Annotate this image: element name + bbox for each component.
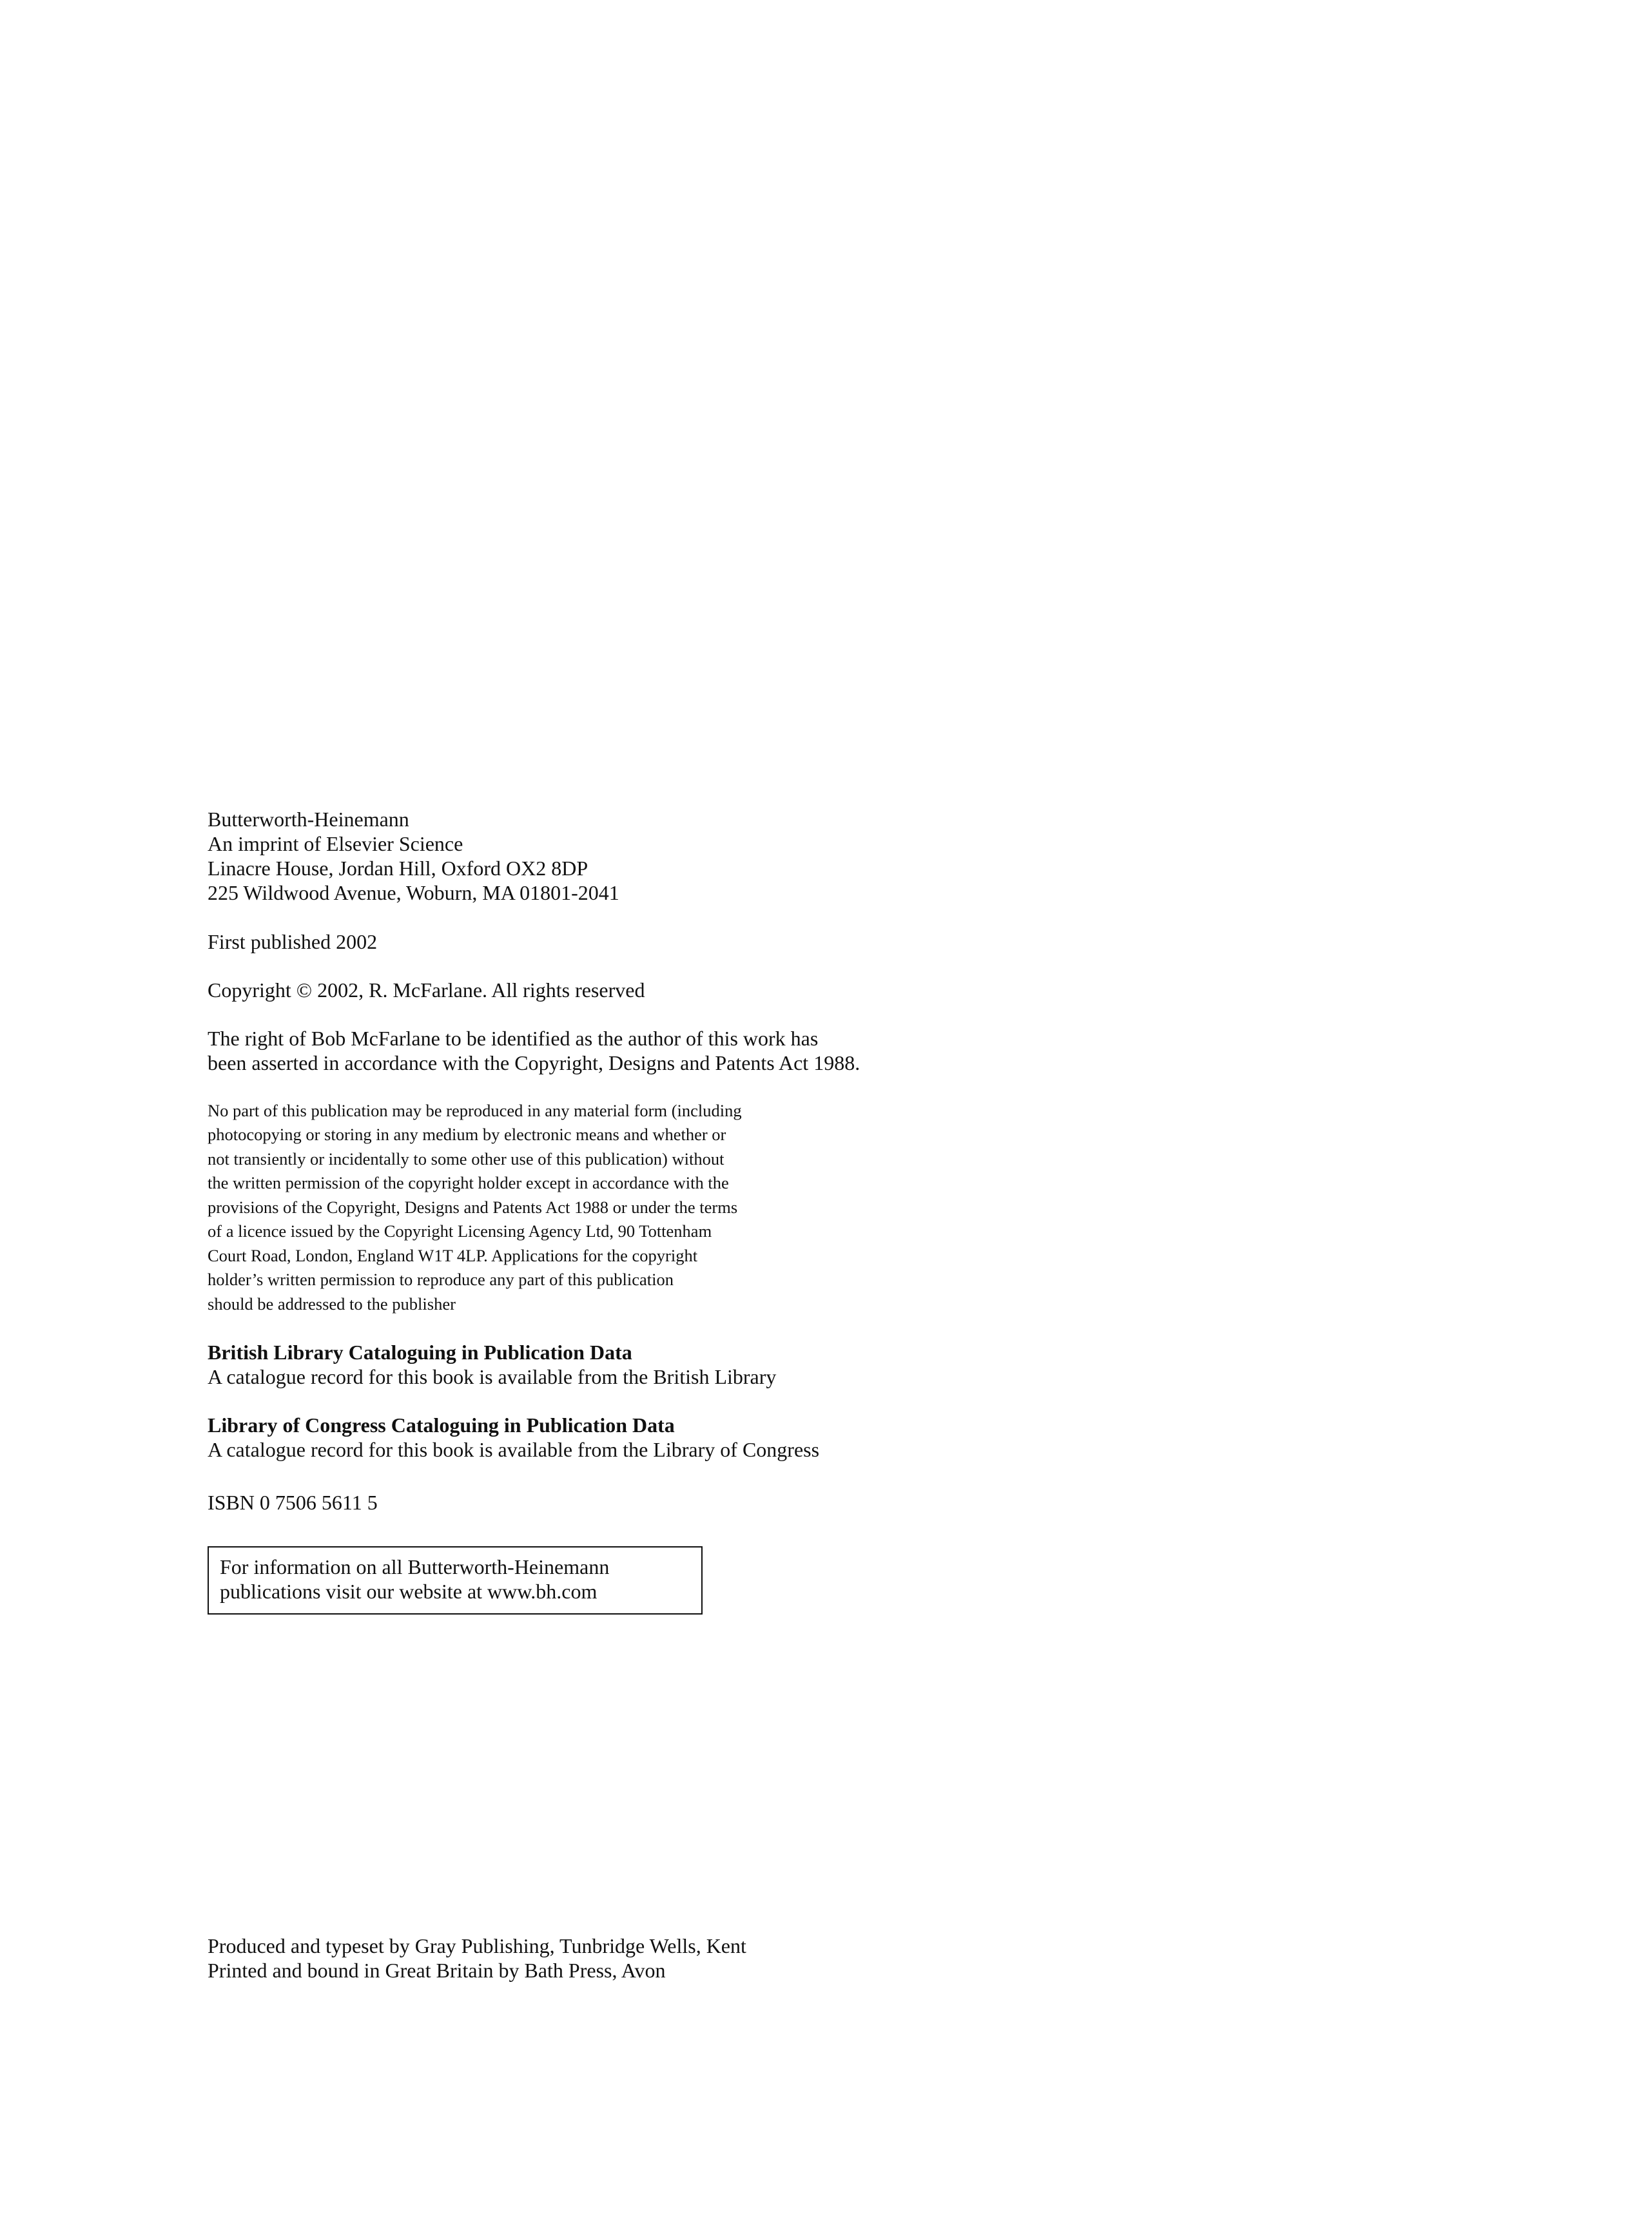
publisher-address-uk: Linacre House, Jordan Hill, Oxford OX2 8DP bbox=[208, 857, 588, 880]
legal-notice-line: provisions of the Copyright, Designs and Patents Act 1988 or under the terms bbox=[208, 1198, 738, 1217]
legal-notice-line: of a licence issued by the Copyright Licensing Agency Ltd, 90 Tottenham bbox=[208, 1221, 712, 1241]
publisher-imprint: An imprint of Elsevier Science bbox=[208, 832, 463, 855]
legal-notice-line: should be addressed to the publisher bbox=[208, 1294, 456, 1314]
website-info-line: For information on all Butterworth-Heinemann bbox=[220, 1555, 610, 1578]
legal-notice-line: the written permission of the copyright holder except in accordance with the bbox=[208, 1173, 729, 1192]
publisher-name: Butterworth-Heinemann bbox=[208, 808, 409, 831]
website-info-box bbox=[208, 1546, 703, 1615]
legal-notice-line: photocopying or storing in any medium by electronic means and whether or bbox=[208, 1125, 726, 1144]
typesetter-credit: Produced and typeset by Gray Publishing, Tunbridge Wells, Kent bbox=[208, 1934, 746, 1957]
british-library-heading: British Library Cataloguing in Publication Data bbox=[208, 1341, 632, 1364]
legal-notice-line: Court Road, London, England W1T 4LP. Applications for the copyright bbox=[208, 1246, 698, 1265]
isbn: ISBN 0 7506 5611 5 bbox=[208, 1491, 378, 1514]
moral-rights-line: been asserted in accordance with the Copyright, Designs and Patents Act 1988. bbox=[208, 1051, 860, 1074]
printer-credit: Printed and bound in Great Britain by Bath Press, Avon bbox=[208, 1959, 666, 1982]
library-of-congress-heading: Library of Congress Cataloguing in Publication Data bbox=[208, 1413, 675, 1437]
website-info-line: publications visit our website at www.bh.com bbox=[220, 1580, 598, 1603]
publisher-address-us: 225 Wildwood Avenue, Woburn, MA 01801-2041 bbox=[208, 881, 619, 904]
first-published: First published 2002 bbox=[208, 930, 378, 953]
copyright-notice: Copyright © 2002, R. McFarlane. All rights reserved bbox=[208, 978, 645, 1002]
legal-notice-line: not transiently or incidentally to some other use of this publication) without bbox=[208, 1149, 724, 1169]
moral-rights-line: The right of Bob McFarlane to be identified as the author of this work has bbox=[208, 1027, 819, 1050]
legal-notice-line: No part of this publication may be reproduced in any material form (including bbox=[208, 1101, 742, 1120]
library-of-congress-text: A catalogue record for this book is available from the Library of Congress bbox=[208, 1438, 820, 1461]
british-library-text: A catalogue record for this book is available from the British Library bbox=[208, 1365, 777, 1388]
legal-notice-line: holder’s written permission to reproduce any part of this publication bbox=[208, 1270, 674, 1289]
